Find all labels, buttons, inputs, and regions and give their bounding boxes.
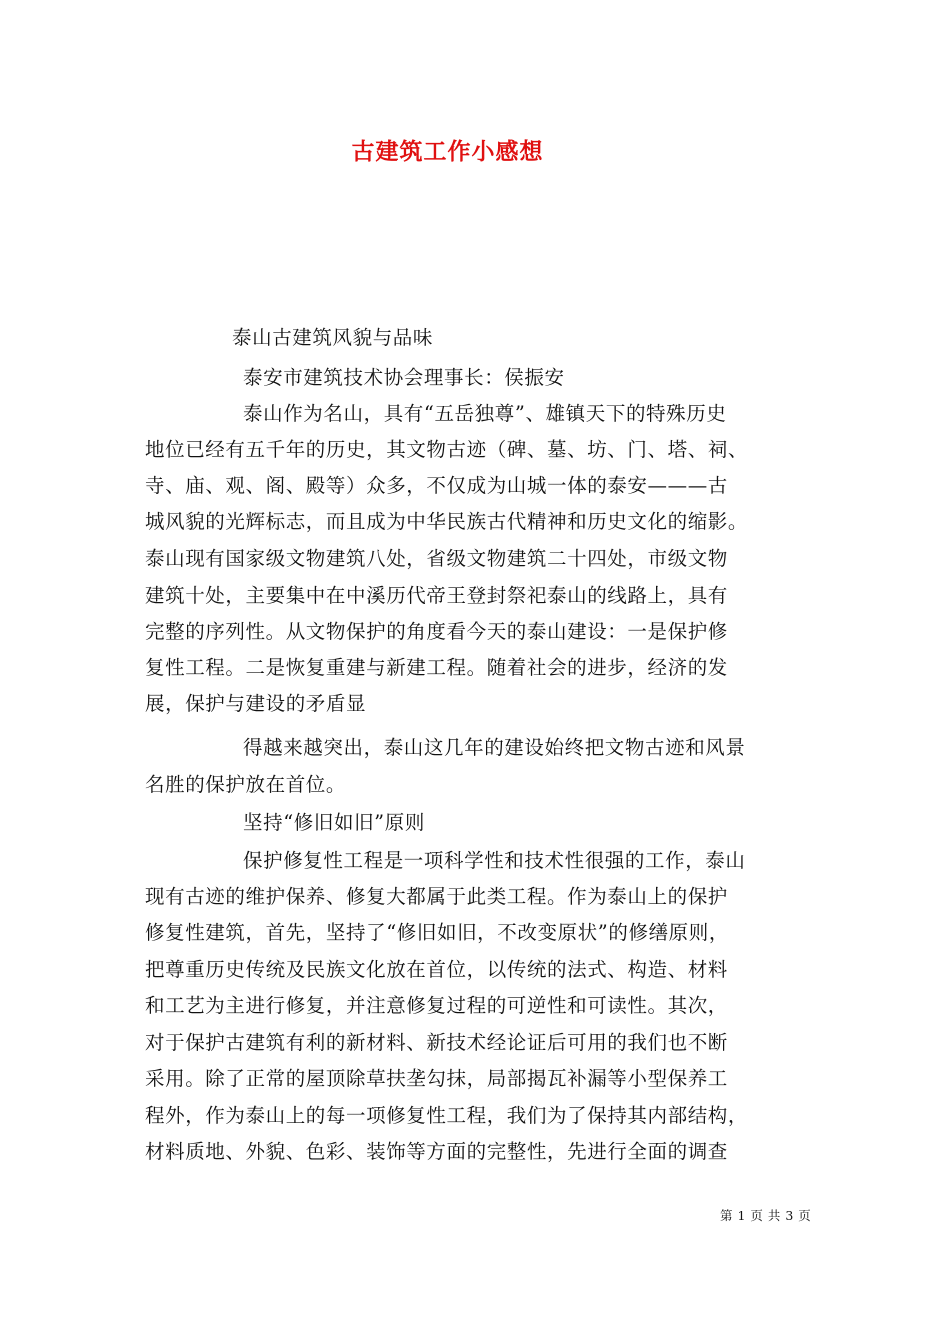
subsection-heading: 坚持“修旧如旧”原则 bbox=[243, 811, 425, 834]
paragraph-line: 把尊重历史传统及民族文化放在首位，以传统的法式、构造、材料 bbox=[145, 958, 728, 981]
paragraph-line: 泰山作为名山，具有“五岳独尊”、雄镇天下的特殊历史 bbox=[243, 402, 727, 425]
document-title bbox=[0, 133, 950, 166]
paragraph-line: 地位已经有五千年的历史，其文物古迹（碑、墓、坊、门、塔、祠、 bbox=[145, 438, 749, 461]
paragraph-line: 完整的序列性。从文物保护的角度看今天的泰山建设：一是保护修 bbox=[145, 620, 728, 643]
paragraph-line: 得越来越突出，泰山这几年的建设始终把文物古迹和风景 bbox=[243, 736, 746, 759]
page-number: 第 1 页 共 3 页 bbox=[720, 1208, 812, 1223]
paragraph-line: 名胜的保护放在首位。 bbox=[145, 773, 347, 796]
paragraph-line: 材料质地、外貌、色彩、装饰等方面的完整性，先进行全面的调查 bbox=[145, 1140, 728, 1163]
paragraph-line: 泰山现有国家级文物建筑八处，省级文物建筑二十四处，市级文物 bbox=[145, 547, 728, 570]
paragraph-line: 展，保护与建设的矛盾显 bbox=[145, 692, 367, 715]
paragraph-line: 采用。除了正常的屋顶除草扶垄勾抹，局部揭瓦补漏等小型保养工 bbox=[145, 1067, 728, 1090]
paragraph-line: 寺、庙、观、阁、殿等）众多，不仅成为山城一体的泰安———古 bbox=[145, 474, 728, 497]
paragraph-line: 城风貌的光辉标志，而且成为中华民族古代精神和历史文化的缩影。 bbox=[145, 510, 749, 533]
paragraph-line: 对于保护古建筑有利的新材料、新技术经论证后可用的我们也不断 bbox=[145, 1031, 728, 1054]
paragraph-line: 保护修复性工程是一项科学性和技术性很强的工作，泰山 bbox=[243, 849, 746, 872]
paragraph-line: 现有古迹的维护保养、修复大都属于此类工程。作为泰山上的保护 bbox=[145, 885, 728, 908]
paragraph-line: 程外，作为泰山上的每一项修复性工程，我们为了保持其内部结构， bbox=[145, 1104, 749, 1127]
paragraph-line: 建筑十处，主要集中在中溪历代帝王登封祭祀泰山的线路上，具有 bbox=[145, 584, 728, 607]
author-line: 泰安市建筑技术协会理事长：侯振安 bbox=[243, 366, 565, 389]
paragraph-line: 修复性建筑，首先，坚持了“修旧如旧，不改变原状”的修缮原则， bbox=[145, 921, 729, 944]
paragraph-line: 复性工程。二是恢复重建与新建工程。随着社会的进步，经济的发 bbox=[145, 656, 728, 679]
document-title-text: 古建筑工作小感想 bbox=[351, 138, 544, 165]
paragraph-line: 和工艺为主进行修复，并注意修复过程的可逆性和可读性。其次， bbox=[145, 994, 728, 1017]
section-heading: 泰山古建筑风貌与品味 bbox=[232, 326, 434, 349]
